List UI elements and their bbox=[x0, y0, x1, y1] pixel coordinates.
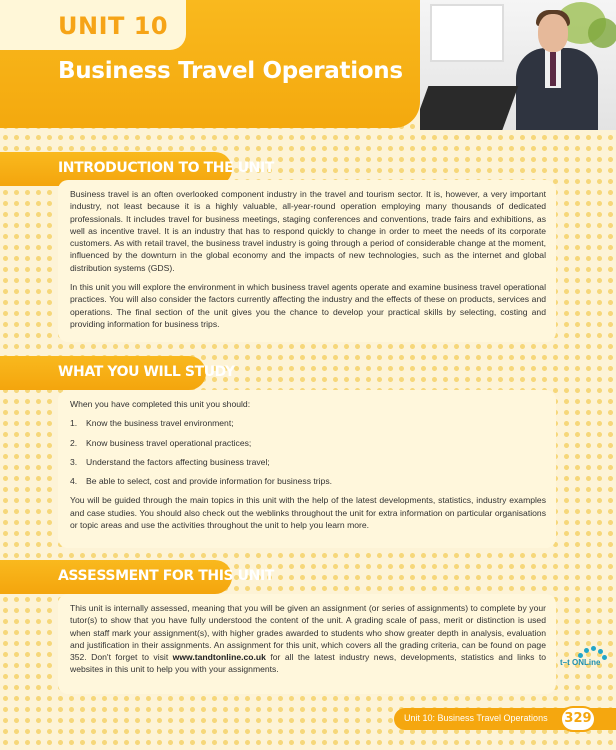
study-lead: When you have completed this unit you should: bbox=[70, 399, 251, 409]
unit-title: Business Travel Operations bbox=[58, 58, 403, 84]
assessment-panel bbox=[58, 594, 556, 694]
study-paragraph-2: You will be guided through the main topics in this unit with the help of the latest developments, statistics, industry examples and case studies. You should also check out the weblinks throughout the unit for extra information on particular organisations or topic areas and use the activities throughout the unit to help you learn more. bbox=[70, 495, 546, 531]
unit-number: UNIT 10 bbox=[58, 12, 169, 40]
logo-text: t–t ONLine bbox=[560, 658, 601, 667]
page-number: 329 bbox=[560, 706, 596, 732]
list-item: 1. Know the business travel environment; bbox=[70, 418, 234, 429]
assessment-heading-tab bbox=[0, 560, 274, 594]
intro-paragraph-2: In this unit you will explore the environment in which business travel agents operate and examine business travel operational practices. You will also consider the factors currently affecting the industry and the effects of these on products, services and operations. The final section of the unit gives you the chance to develop your practical skills by selecting, costing and providing information for business trips. bbox=[70, 282, 546, 329]
study-heading: WHAT YOU WILL STUDY bbox=[58, 364, 235, 380]
website-link[interactable]: www.tandtonline.co.uk bbox=[172, 652, 266, 663]
list-item: 3. Understand the factors affecting business travel; bbox=[70, 456, 270, 467]
objectives-list bbox=[70, 417, 546, 487]
tandt-online-logo bbox=[560, 648, 616, 674]
study-panel bbox=[58, 390, 556, 548]
intro-heading: INTRODUCTION TO THE UNIT bbox=[58, 160, 274, 176]
assessment-paragraph: This unit is internally assessed, meaning that you will be given an assignment (or series of assignments) to complete by your tutor(s) to show that you have fully understood the content of the unit. A grading scale of pass, merit or distinction is used when staff mark your assignment(s), with higher grades awarded to students who show greater depth in analysis, evaluation and justification in their assignments. An assignment for this unit, which covers all the grading criteria, can be found on page 352. Don't forget to visit www.tandtonline.co.uk for all the latest industry news, developments, statistics and links to websites in this unit to help you with your assignments. bbox=[70, 603, 546, 675]
list-item: 2. Know business travel operational practices; bbox=[70, 437, 252, 448]
study-heading-tab bbox=[0, 356, 235, 390]
assessment-heading: ASSESSMENT FOR THIS UNIT bbox=[58, 568, 274, 584]
businessman-laptop-photo bbox=[420, 0, 616, 130]
unit-number-tab bbox=[0, 0, 186, 50]
intro-panel bbox=[58, 180, 556, 342]
footer-unit-label: Unit 10: Business Travel Operations bbox=[404, 713, 548, 723]
unit-header-band bbox=[0, 0, 420, 128]
list-item: 4. Be able to select, cost and provide information for business trips. bbox=[70, 476, 333, 487]
intro-paragraph-1: Business travel is an often overlooked component industry in the travel and tourism sector. It is, however, a very important industry, not least because it is a highly valuable, all-year-round operation employing many thousands of dedicated professionals. It includes travel for business meetings, staging conferences and conventions, trade fairs and exhibitions, as well as incentive travel. It is an industry that has to respond quickly to change in order to meet the needs of its corporate customers. As with retail travel, the business travel industry is going through a period of considerable change at the moment, influenced by the downturn in the global economy and the impacts of new technologies, such as the internet and global distribution systems (GDS). bbox=[70, 189, 546, 273]
